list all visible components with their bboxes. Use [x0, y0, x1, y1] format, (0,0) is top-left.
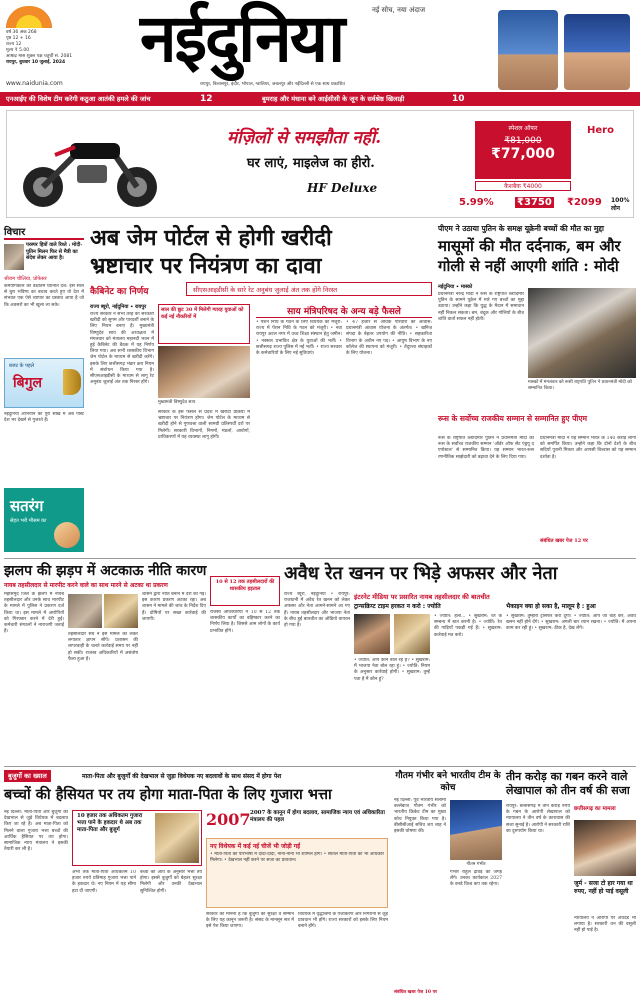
- embezzle-photo: [574, 820, 636, 876]
- side-decisions-col-2: • 47 हजार से अधिक परिवारों को आवास: प्रधानमंत्री आवास योजना के अंतर्गत। • खनिज संपदा के बेहतर उपयोग की नीति। • सहकारिता विभाग के अधीन नए पद। • आयुष विभाग के नए कॉलेज की स्थापना को मंजूरी। • तेंदूपत्ता संग्राहकों के लिए योजना।: [346, 320, 432, 357]
- side-decisions-title: साय मंत्रिपरिषद के अन्य बड़े फैसले: [256, 304, 432, 318]
- reth-col-1: राज्य ब्यूरो, नईदुनिया • रायपुर: राजधानी में अवैध रेत खनन को लेकर अफसर और नेता आमने-सामने आ गए हैं। नायब तहसीलदार और भाजपा नेता के बीच हुई बातचीत का ऑडियो वायरल हो गया है।: [284, 592, 350, 629]
- bujurg-box-1-text: 10 हजार तक अधिकतम गुजारा भत्ता पाने के हकदार थे अब तक माता-पिता और बुजुर्ग: [77, 813, 143, 833]
- reth-sub-2: ट्रान्सक्रिप्ट टाइम हरकत न करो : ज्योति: [354, 603, 441, 610]
- budget-body: नईदुनिया अभियान की पूरी सीख में अब पोस्ट देश भर देखने से गुजरते हैं।: [4, 412, 84, 424]
- embezzle-col-2: न्यायालय ने आरोपी पर अर्थदंड भी लगाया है। सरकारी धन की वसूली नहीं हो पाई है।: [574, 916, 636, 934]
- jhadap-col-4: राजस्व अधिकारियों ने 10 से 12 तक शासकीय कार्यों का बहिष्कार करने का निर्णय लिया है। जिससे आम लोगों के कार्य प्रभावित होंगे।: [210, 610, 280, 634]
- jhadap-photo-1: [68, 594, 102, 628]
- satrang-label: सतरंग: [10, 497, 44, 515]
- bujurg-box-3: [206, 838, 388, 908]
- ad-offer-title: स्पेशल ऑफर: [508, 125, 538, 132]
- bujurg-story[interactable]: [4, 770, 388, 1000]
- bujurg-box-2-year: 2007: [206, 810, 251, 829]
- lead-col-2: सरकार के इस फैसले से प्रदेश में खरीदी प्रक्रिया में भ्रष्टाचार पर नियंत्रण होगा। जेम पोर्टल के माध्यम से खरीदी होने से गुणवत्ता वाली सामग्री प्रतिस्पर्धी दरों पर मिलेगी। सरकारी विभागों, निगमों, मंडलों, आयोगों, प्राधिकरणों में यह व्यवस्था लागू होगी।: [158, 410, 250, 440]
- cm-photo: [158, 346, 250, 398]
- budget-label: बिगुल: [13, 375, 42, 391]
- lead-dateline: राज्य ब्यूरो, नईदुनिया • रायपुर: [90, 304, 147, 310]
- ticker-right[interactable]: बुमराह और मंधाना बने आईसीसी के जून के सर्वश्रेष्ठ खिलाड़ी: [262, 95, 405, 103]
- bujurg-col-4: सरकार का मानना है कि बुजुर्गों की सुरक्षा व सम्मान के लिए यह कानून जरूरी है। संसद के मानसून सत्र में इसे पेश किया जाएगा।: [206, 912, 294, 930]
- modi-col-2: रूस के राष्ट्रपति व्लादिमीर पुतिन ने प्रधानमंत्री मोदी को रूस के सर्वोच्च राजकीय सम्मान 'ऑर्डर ऑफ सेंट एंड्रयू द एपोस्टल' से सम्मानित किया। यह सम्मान भारत-रूस रणनीतिक साझेदारी को बढ़ावा देने के लिए दिया गया।: [438, 436, 534, 460]
- divider-1: [4, 558, 636, 559]
- satrang-photo: [54, 522, 80, 548]
- bujurg-col-3: बच्चों की आय के अनुसार भत्ता तय होगा। इससे बुजुर्गों को बेहतर सुरक्षा मिलेगी और उनकी देखभाल सुनिश्चित होगी।: [140, 870, 202, 894]
- lead-headline-2: भ्रष्टाचार पर नियंत्रण का दावा: [90, 253, 322, 279]
- side-decisions-col-1: • पेंशन निधि के गठन के लिए विधेयक को मंजूरी: राज्य में पेंशन निधि के गठन को मंजूरी। • नवा रायपुर अटल नगर में उच्च शिक्षा संस्थान हेतु जमीन। • नक्सल प्रभावित क्षेत्र के युवाओं की भर्ती। • छत्तीसगढ़ राज्य पुलिस में नई भर्ती। • राज्य सरकार के कर्मचारियों के लिए नई सुविधाएं।: [256, 320, 342, 357]
- bujurg-box-2-text: 2007 के कानून में होगा बदलाव, सामाजिक न्याय एवं अधिकारिता मंत्रालय की पहल: [250, 810, 385, 823]
- masthead-tagline: नई सोच, नया अंदाज: [372, 6, 426, 14]
- modi-continued[interactable]: संबंधित खबर पेज 12 पर: [540, 538, 588, 544]
- elderly-couple-image: [155, 813, 199, 863]
- divider-2: [4, 766, 636, 767]
- satrang-sub: सेहत भरी मौसम का: [10, 518, 47, 524]
- modi-headline-1: पीएम ने उठाया पुतिन के समक्ष यूक्रेनी बच्चों की मौत का मुद्दा: [438, 224, 604, 233]
- hero-advertisement[interactable]: [6, 110, 634, 218]
- reth-sub-1: इंटरनेट मीडिया पर प्रसारित नायब तहसीलदार की बातचीत: [354, 593, 490, 601]
- ad-old-price: ₹81,000: [504, 136, 542, 146]
- modi-award-title: रूस के सर्वोच्च राजकीय सम्मान से सम्मानित हुए पीएम: [438, 414, 588, 423]
- vichar-column: [4, 224, 84, 554]
- lead-callout: [158, 304, 250, 344]
- modi-story[interactable]: [438, 224, 636, 554]
- lead-subhead: सीएसआइडीसी के सारे रेट अनुबंध जुलाई अंत तक होंगे निरस्त: [186, 282, 432, 296]
- ticker-bar: [0, 92, 640, 106]
- ad-cashback: कैशबैक ₹4000: [475, 181, 571, 191]
- modi-col-3: प्रधानमंत्री मोदी ने यह सम्मान भारत के 140 करोड़ लोगों को समर्पित किया। उन्होंने कहा कि दोनों देशों के बीच सदियों पुरानी मित्रता और आपसी विश्वास को यह सम्मान दर्शाता है।: [540, 436, 636, 460]
- motorcycle-image: [15, 125, 165, 211]
- gambhir-continued[interactable]: संबंधित खबर पेज 10 पर: [394, 990, 438, 995]
- reth-col-2: • ज्योति: हैलो... • सुखराम: रेत के सम्बन्ध में बात करनी है। • ज्योति: रेत की गाड़ियाँ पकड़ी गईं हैं। • सुखराम: कार्रवाई मत करो।: [434, 614, 502, 638]
- bujurg-label: बुजुर्गो का ख्याल: [4, 770, 51, 782]
- edition-line: रायपुर, बिलासपुर, इंदौर, भोपाल, ग्वालियर, जबलपुर और नईदिल्ली से एक साथ प्रकाशित: [200, 82, 345, 87]
- vichar-author: श्रीराम चौलिया, प्रोफेसर: [4, 276, 47, 282]
- vichar-text[interactable]: परस्पर हित्रों वाले रिश्ते : मोदी-पुतिन मिलन फिर से मैत्री का संदेश लेकर आया है।: [26, 242, 83, 261]
- modi-col-1: प्रधानमंत्री नरेन्द्र मोदी ने रूस के राष्ट्रपति व्लादिमीर पुतिन के सामने यूक्रेन में मारे गए बच्चों का मुद्दा उठाया। उन्होंने कहा कि युद्ध के मैदान में समाधान नहीं निकल सकता। बम, बंदूक और गोलियों के बीच शांति वार्ता सफल नहीं होती।: [438, 292, 524, 322]
- reth-photo-1: [354, 614, 390, 654]
- satrang-panel[interactable]: [4, 488, 84, 552]
- vichar-author-photo: [4, 244, 24, 270]
- lead-headline-1: अब जेम पोर्टल से होगी खरीदी: [90, 225, 332, 251]
- jhadap-col-2: तहसीलदार संघ ने इस मामले को लेकर लगातार ज्ञापन सौंपे। प्रशासन की लापरवाही के चलते कार्रवाई समय पर नहीं हो सकी। राजस्व अधिकारियों में असंतोष फैला हुआ है।: [68, 632, 138, 662]
- ad-emi-2: ₹2099: [567, 197, 602, 208]
- embezzle-quote: जुर्म - सजा टो हार गया था रुपए, नहीं हो पाई वसूली: [574, 880, 633, 895]
- masthead-title: नईदुनिया: [140, 0, 344, 77]
- bujurg-kicker: माता-पिता और बुजुर्गों की देखभाल से जुड़ा विधेयक नए बदलावों के साथ संसद में होगा पेश: [82, 773, 282, 780]
- bujurg-col-2: अभी तक माता-पिता अधिकतम 10 हजार रुपये प्रतिमाह गुजारा भत्ता पाने के हकदार थे। नए नियम में यह सीमा हटा दी जाएगी।: [72, 870, 136, 894]
- player-photo-mandhana: [564, 14, 630, 90]
- vichar-body: कर्मयोगकाल की वक्षीतम घ्यानीत देश: इस साल से बुरा भविष्‍य का बचाव करते हुए वो देश में संभवत एक ऐसे व्यापार का प्रस्ताव आया है जो कि अवसरों का भी खुला ला सके।: [4, 284, 84, 308]
- modi-putin-photo: [528, 288, 636, 378]
- ad-finance: 100% लोन: [611, 197, 630, 212]
- ad-rate: 5.99%: [459, 197, 494, 208]
- ticker-left-page: 12: [200, 94, 213, 104]
- modi-dateline: नईदुनिया • मास्को: [438, 284, 473, 290]
- gambhir-col-2: गंभीर राहुल द्रविड़ की जगह लेंगे। उनका कार्यकाल 2027 के वनडे विश्व कप तक रहेगा।: [450, 870, 502, 888]
- lead-story[interactable]: [90, 224, 432, 554]
- jhadap-sub: नायब तहसीलदार से मारपीट करने वाले का साथ मारने से अटका था प्रकरण: [4, 582, 168, 589]
- bujurg-col-5: विधेयक में वृद्धाश्रमों के पंजीकरण और निगरानी से जुड़े प्रावधान भी होंगे। राज्य सरकारों को इसके लिए नियम बनाने होंगे।: [298, 912, 388, 930]
- reth-headline: अवैध रेत खनन पर भिड़े अफसर और नेता: [284, 563, 558, 584]
- masthead-info: वर्ष 36 अंक 268 पृष्ठ 12 + 16 राज्य 12 मूल्य ₹ 5.00 आषाढ़ मास शुक्ल पक्ष चतुर्थी सं. 2081 रायपुर, बुधवार 10 जुलाई, 2024: [6, 30, 73, 65]
- gambhir-caption: गौतम गंभीर: [466, 862, 486, 867]
- lead-col-1: राज्य सरकार ने सभी तरह की सरकारी खरीदी को सुगम और पारदर्शी बनाने के लिए नियम बनाए हैं। मुख्यमंत्री विष्णुदेव साय की अध्यक्षता में मंगलवार को मंत्रालय महानदी भवन में हुई कैबिनेट की बैठक में यह निर्णय लिया गया। अब सभी शासकीय विभाग जेम पोर्टल के माध्यम से खरीदी करेंगे। इसके लिए छत्तीसगढ़ भंडार क्रय नियम में संशोधन किया गया है। सीएसआइडीसी के माध्यम से लागू रेट अनुबंध जुलाई अंत तक निरस्त होंगे।: [90, 312, 154, 386]
- bujurg-box-1: [72, 810, 202, 866]
- bujurg-box-3-title: नए विधेयक में कई नई चीजें भी जोड़ी गईं: [210, 843, 301, 850]
- gambhir-headline: गौतम गंभीर बने भारतीय टीम के कोच: [395, 771, 501, 793]
- jhadap-col-1: महासमुंद जिले के झलप में नायब तहसीलदार और उनके साथ मारपीट के मामले में पुलिस ने प्रकरण दर्ज किया था। इस मामले में आरोपियों को गिरफ्तार करने में देरी हुई। कर्मचारी संगठनों ने नाराजगी जताई है।: [4, 592, 64, 635]
- logo-sun-icon: [6, 6, 52, 28]
- bujurg-col-1: नई दिल्ली: माता-पिता और बुजुर्गों की देखभाल से जुड़े विधेयक में बदलाव किए जा रहे हैं। अब माता-पिता को मिलने वाला गुजारा भत्ता बच्चों की आर्थिक हैसियत पर तय होगा। सामाजिक न्याय मंत्रालय ने इसकी तैयारी कर ली है।: [4, 810, 68, 853]
- gambhir-photo: [450, 800, 502, 860]
- jhadap-photo-2: [104, 594, 138, 628]
- player-photo-bumrah: [498, 10, 558, 90]
- ad-headline: मंज़िलों से समझौता नहीं.: [227, 128, 382, 148]
- jhadap-box-text: 10 से 12 तक तहसीलदारों की शासकीय हड़ताल: [215, 579, 275, 592]
- ad-brand: Hero: [587, 125, 614, 136]
- vichar-label: विचार: [4, 224, 84, 240]
- ad-subheadline: घर लाएं, माइलेज का हीरो.: [247, 156, 375, 171]
- embezzle-headline-1: तीन करोड़ का गबन करने वाले: [506, 770, 628, 783]
- ad-model: HF Deluxe: [307, 181, 378, 195]
- embezzle-col-1: रायपुर: छत्तीसगढ़ में तीन करोड़ रुपये के गबन के आरोपी लेखापाल को न्यायालय ने तीन वर्ष के कारावास की सजा सुनाई है। आरोपी ने सरकारी राशि का दुरुपयोग किया था।: [506, 804, 570, 834]
- reth-photo-2: [394, 614, 430, 654]
- budget-sub: बजट के पहले: [9, 363, 34, 369]
- embezzle-story[interactable]: [506, 770, 636, 1000]
- reth-sub-3: भैकाइन क्या हो सका है, मालूम है : हुआ: [506, 603, 596, 610]
- lead-callout-text: साल की छूट 30 में मिलेगी ग्यारह युवाओं को कई नई नौकरियों में: [161, 307, 244, 320]
- ticker-right-page: 10: [452, 94, 465, 104]
- reth-story[interactable]: [284, 562, 636, 762]
- modi-headline-3: गोली से नहीं आएगी शांति : मोदी: [438, 257, 619, 275]
- gambhir-story[interactable]: [394, 770, 502, 1000]
- jhadap-story[interactable]: [4, 562, 280, 762]
- lead-kicker: कैबिनेट का निर्णय: [90, 287, 149, 297]
- cm-photo-caption: मुख्यमंत्री विष्णुदेव साय: [158, 400, 196, 405]
- bujurg-headline: बच्चों की हैसियत पर तय होगा माता-पिता के लिए गुजारा भत्ता: [4, 786, 332, 803]
- modi-headline-2: मासूमों की मौत दर्दनाक, बम और: [438, 237, 621, 255]
- ticker-left[interactable]: एनआईए की विशेष टीम करेगी कठुआ आतंकी हमले की जांच: [6, 95, 151, 103]
- reth-col-4: • सुखराम: तुम्हारा ट्रांसफर करा दूंगा। • ज्योति: आप जो चाहें करें, अवैध खनन नहीं होने देंगे। • सुखराम: अगली बार ध्यान रखना। • ज्योति: मैं अपना काम कर रही हूं। • सुखराम: ठीक है, देख लेंगे।: [506, 614, 636, 632]
- bugle-icon: [63, 369, 81, 395]
- ad-new-price: ₹77,000: [491, 146, 555, 162]
- budget-panel[interactable]: [4, 358, 84, 408]
- bujurg-box-3-body: • माता-पिता की परिभाषा में दादा-दादी, नाना-नानी भी शामिल होंगे। • सौतेले माता-पिता को भी अधिकार मिलेगा। • देखभाल नहीं करने पर सजा का प्रावधान।: [210, 852, 384, 864]
- embezzle-headline-2: लेखापाल को तीन वर्ष की सजा: [506, 784, 630, 797]
- ad-emi: ₹3750: [517, 197, 552, 208]
- ad-offer-box: [475, 121, 571, 179]
- modi-photo-caption: मास्को में मंगलवार को रूसी राष्ट्रपति पुतिन ने प्रधानमंत्री मोदी को सम्मानित किया।: [528, 380, 632, 391]
- jhadap-col-3: शासन द्वारा नीति बनाने में देरी की गई। इस कारण प्रकरण अटका रहा। अब शासन ने मामले की जांच के निर्देश दिए हैं। दोषियों पर सख्त कार्रवाई की जाएगी।: [142, 592, 206, 622]
- website-link[interactable]: www.naidunia.com: [6, 80, 63, 87]
- embezzle-side: छत्तीसगढ़ का मामला: [574, 806, 616, 812]
- masthead: [0, 0, 640, 92]
- bujurg-box-2: [206, 810, 388, 836]
- reth-col-3: • ज्योति: आप कौन बोल रहे हैं? • सुखराम: मैं भाजपा नेता बोल रहा हूं। • ज्योति: नियम के अनुसार कार्रवाई होगी। • सुखराम: तुम्हें पता है मैं कौन हूं?: [354, 658, 430, 682]
- gambhir-col-1: नई दिल्ली: पूर्व भारतीय सलामी बल्लेबाज गौतम गंभीर को भारतीय क्रिकेट टीम का मुख्य कोच नियुक्त किया गया है। बीसीसीआई सचिव जय शाह ने इसकी घोषणा की।: [394, 798, 446, 835]
- jhadap-headline: झलप की झड़प में अटकाऊ नीति कारण: [4, 563, 207, 579]
- jhadap-box: [210, 576, 280, 606]
